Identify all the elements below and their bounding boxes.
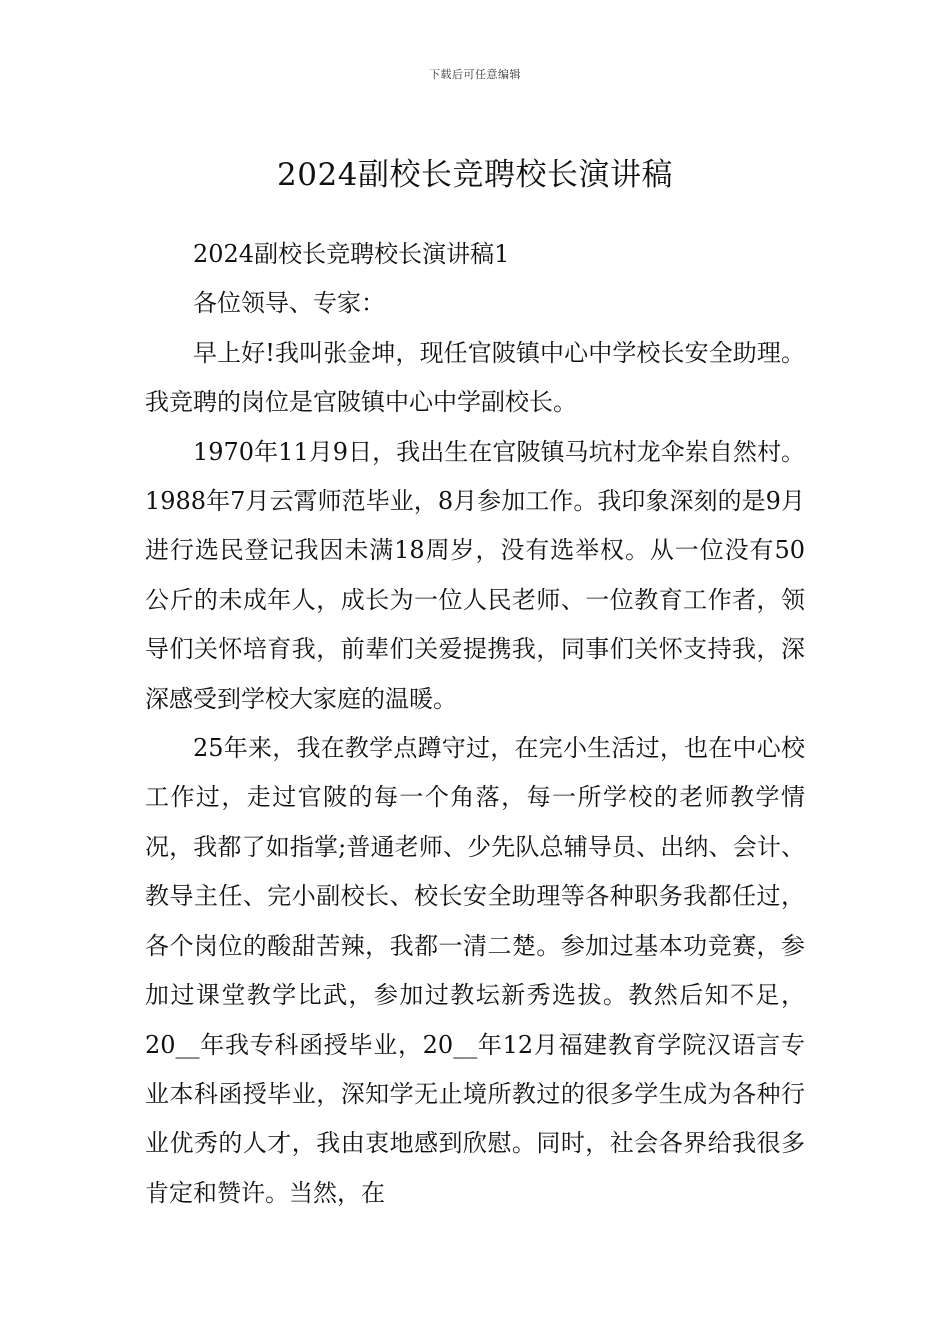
paragraph-salutation: 各位领导、专家：: [193, 289, 385, 318]
paragraph-experience: 25年来，我在教学点蹲守过，在完小生活过，也在中心校工作过，走过官陂的每一个角落，每一所学校的老师教学情况，我都了如指掌;普通老师、少先队总辅导员、出纳、会计、教导主任、完小副校长、校长安全助理等各种职务我都任过，各个岗位的酸甜苦辣，我都一清二楚。参加过基本功竞赛，参加过课堂教学比武，参加过教坛新秀选拔。教然后知不足，20__年我专科函授毕业，20__年12月福建教育学院汉语言专业本科函授毕业，深知学无止境所教过的很多学生成为各种行业优秀的人才，我由衷地感到欣慰。同时，社会各界给我很多肯定和赞许。当然，在: [145, 734, 805, 1207]
document-title: 2024副校长竞聘校长演讲稿: [277, 156, 673, 193]
paragraph-greeting: 早上好!我叫张金坤，现任官陂镇中心中学校长安全助理。我竞聘的岗位是官陂镇中心中学副校长。: [145, 338, 805, 417]
paragraph-subtitle: 2024副校长竞聘校长演讲稿1: [193, 240, 510, 268]
paragraph-biography: 1970年11月9日，我出生在官陂镇马坑村龙伞岽自然村。1988年7月云霄师范毕业，8月参加工作。我印象深刻的是9月进行选民登记我因未满18周岁，没有选举权。从一位没有50公斤的未成年人，成长为一位人民老师、一位教育工作者，领导们关怀培育我，前辈们关爱提携我，同事们关怀支持我，深深感受到学校大家庭的温暖。: [145, 437, 805, 713]
document-body: [145, 230, 805, 1218]
header-note: 下载后可任意编辑: [429, 68, 521, 81]
